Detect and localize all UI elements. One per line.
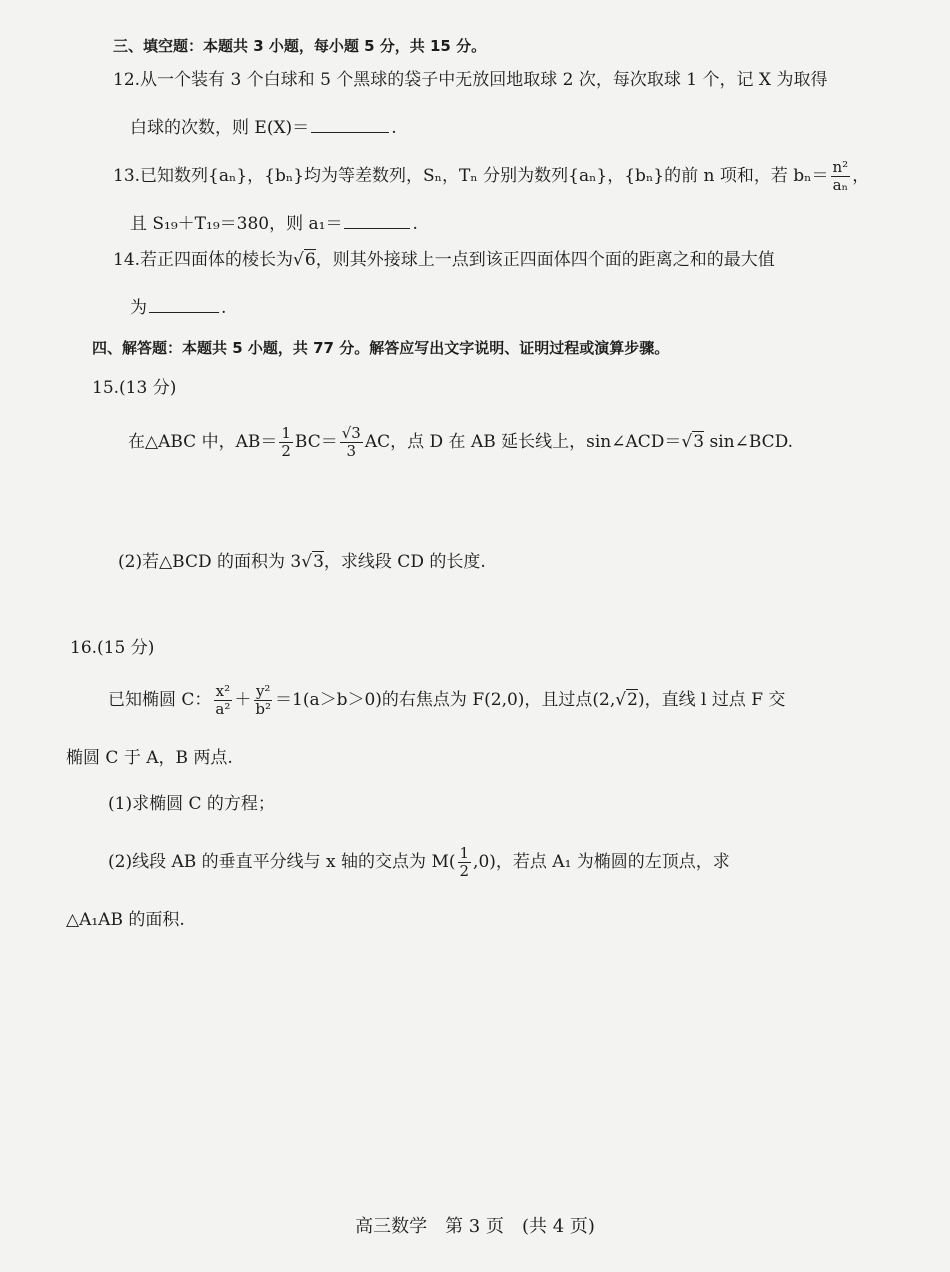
q16-pf-num: 1	[459, 844, 470, 862]
q16-stem	[108, 684, 785, 717]
answer-blank	[344, 212, 410, 229]
q15-f1-num: 1	[281, 424, 291, 442]
q15-stem	[128, 426, 793, 459]
q13-line1-text: 13.已知数列{aₙ}，{bₙ}均为等差数列，Sₙ，Tₙ 分别为数列{aₙ}，{bₙ}的前 n 项和，若 bₙ＝	[113, 166, 829, 186]
q16-fraction-y	[253, 684, 273, 717]
answer-blank	[149, 296, 219, 313]
q16-title: 16.(15 分)	[70, 638, 155, 658]
q15-stem-c: AC，点 D 在 AB 延长线上，sin∠ACD＝	[364, 432, 682, 452]
q16-sqrt-value: 2	[627, 690, 638, 710]
section3-header: 三、填空题：本题共 3 小题，每小题 5 分，共 15 分。	[113, 37, 487, 55]
sqrt-sign: √	[615, 690, 627, 710]
q14-sqrt-value: 6	[304, 250, 316, 270]
q15-f1-den: 2	[281, 442, 291, 460]
q16-f1-den: a²	[215, 700, 231, 718]
q15-f2-num: √3	[341, 424, 361, 442]
q16-fraction-x	[213, 684, 232, 717]
q14-line2-text: 为	[130, 298, 147, 318]
section4-header: 四、解答题：本题共 5 小题，共 77 分。解答应写出文字说明、证明过程或演算步骤。	[92, 339, 670, 357]
sqrt-sign: √	[681, 432, 693, 452]
q15-stem-a: 在△ABC 中，AB＝	[128, 432, 278, 452]
q16-part2-line2: △A₁AB 的面积.	[66, 910, 185, 930]
q16-f2-den: b²	[255, 700, 272, 718]
q13-line2-end: .	[412, 214, 418, 234]
q16-stem-b: ＝1(a＞b＞0)的右焦点为 F(2,0)，且过点(2,	[275, 690, 616, 710]
q15-fraction-1	[279, 426, 293, 459]
q16-f1-num: x²	[215, 682, 231, 700]
q15-part2	[118, 550, 486, 574]
q16-part2	[108, 846, 730, 879]
q12-line2-end: .	[391, 118, 397, 138]
q16-stem-c: )，直线 l 过点 F 交	[637, 690, 786, 710]
q13-frac-num: n²	[832, 158, 849, 176]
q12-line2-text: 白球的次数，则 E(X)＝	[130, 118, 310, 138]
q14-line2	[130, 296, 226, 320]
q13-line2-text: 且 S₁₉＋T₁₉＝380，则 a₁＝	[130, 214, 343, 234]
q15-part2-b: ，求线段 CD 的长度.	[323, 552, 486, 572]
q16-stem-line2: 椭圆 C 于 A，B 两点.	[66, 748, 233, 768]
q15-part2-sqrt: 3	[313, 552, 324, 572]
q15-title: 15.(13 分)	[92, 378, 177, 398]
q13-line1-end: ，	[852, 166, 870, 186]
q16-plus: ＋	[234, 690, 252, 710]
q16-pf-den: 2	[459, 862, 470, 880]
sqrt-sign: √	[301, 552, 313, 572]
q15-sqrt-value: 3	[693, 432, 705, 452]
q13-line2	[130, 212, 418, 236]
q14-line1	[113, 248, 775, 272]
q16-stem-a: 已知椭圆 C：	[108, 690, 212, 710]
q16-part1: (1)求椭圆 C 的方程；	[108, 794, 275, 814]
q13-line1	[113, 160, 869, 193]
q14-line2-end: .	[221, 298, 227, 318]
q15-stem-b: BC＝	[294, 432, 338, 452]
q16-part2-fraction	[458, 846, 472, 879]
q12-line1: 12.从一个装有 3 个白球和 5 个黑球的袋子中无放回地取球 2 次，每次取球 1 个，记 X 为取得	[113, 70, 828, 90]
answer-blank	[311, 116, 389, 133]
sqrt-sign: √	[293, 250, 304, 270]
q13-fraction	[831, 160, 851, 193]
q16-part2-b: ,0)，若点 A₁ 为椭圆的左顶点，求	[473, 852, 730, 872]
q15-stem-d: sin∠BCD.	[704, 432, 794, 452]
page-footer: 高三数学 第 3 页 (共 4 页)	[355, 1216, 595, 1237]
q16-f2-num: y²	[255, 682, 271, 700]
q13-frac-den: aₙ	[832, 176, 849, 194]
q16-part2-a: (2)线段 AB 的垂直平分线与 x 轴的交点为 M(	[108, 852, 456, 872]
q12-line2	[130, 116, 397, 140]
q15-f2-den: 3	[346, 442, 357, 460]
q15-fraction-2	[340, 426, 363, 459]
q14-line1-a: 14.若正四面体的棱长为	[113, 250, 294, 270]
q14-line1-b: ，则其外接球上一点到该正四面体四个面的距离之和的最大值	[315, 250, 775, 270]
q15-part2-a: (2)若△BCD 的面积为 3	[118, 552, 302, 572]
